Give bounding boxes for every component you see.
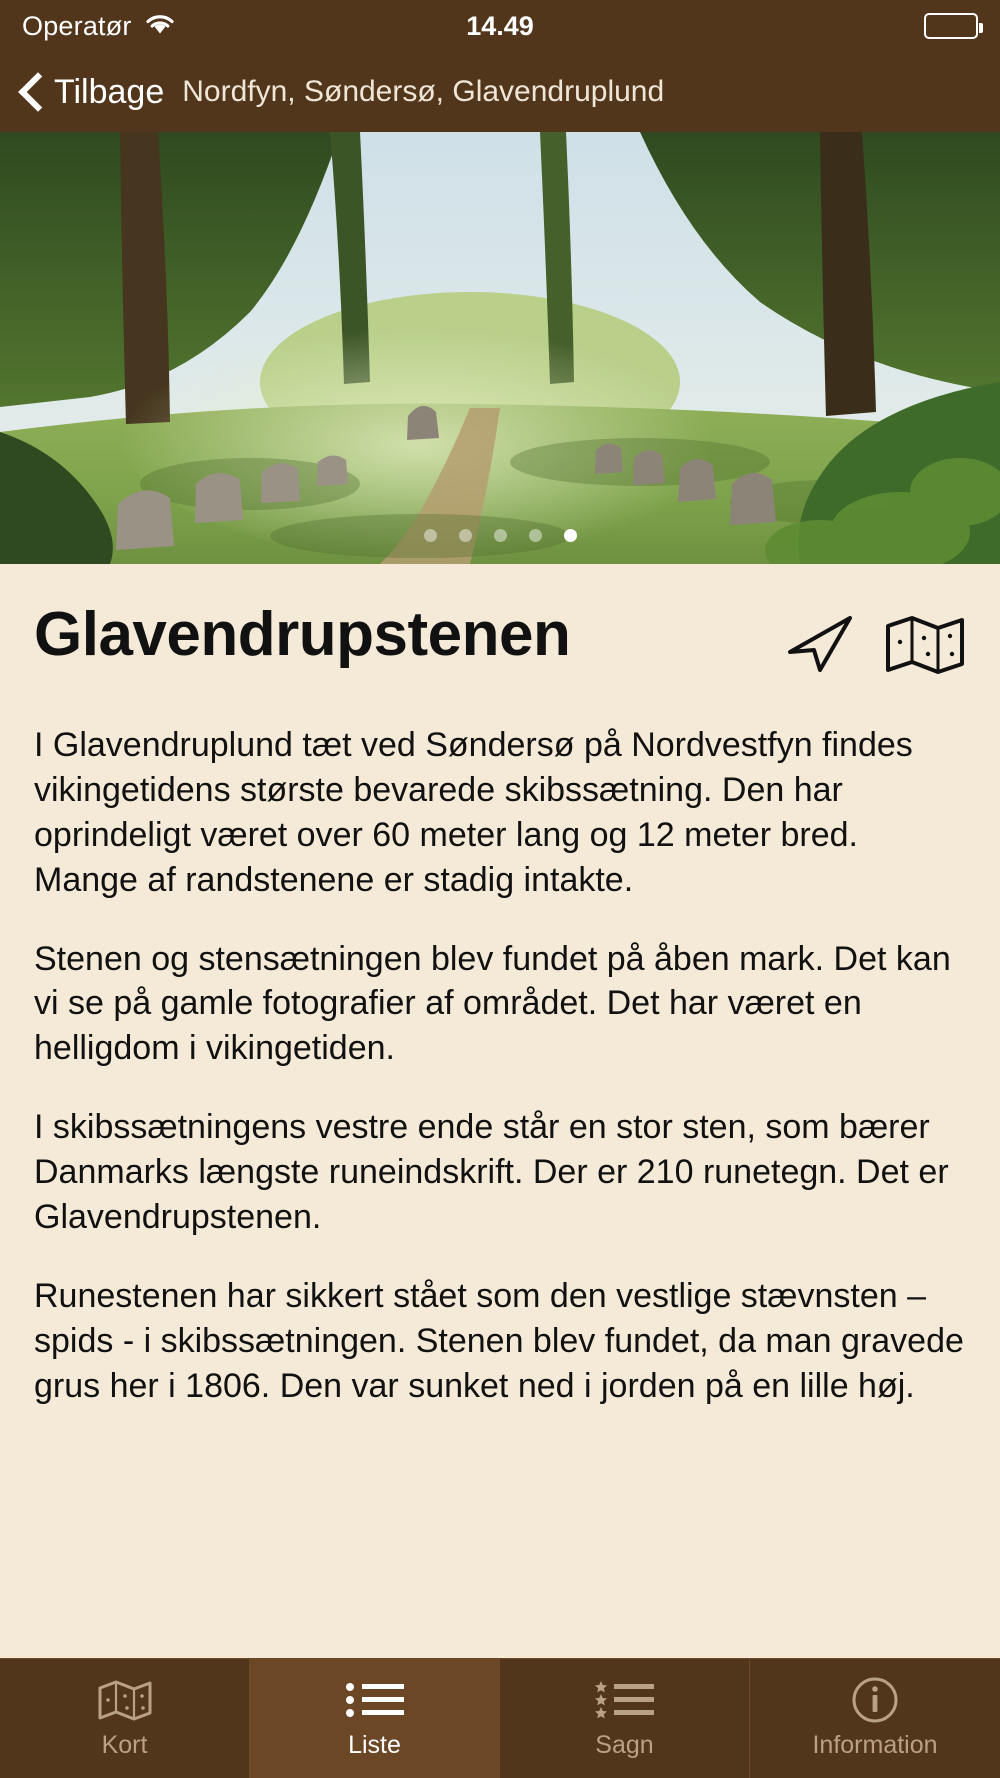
title-row — [34, 602, 966, 681]
photo-gallery[interactable] — [0, 132, 1000, 564]
tab-information[interactable] — [750, 1659, 1000, 1778]
article-actions — [784, 602, 966, 681]
article-content[interactable] — [0, 564, 1000, 1658]
forest-path-photo — [0, 132, 1000, 564]
navigation-bar — [0, 52, 1000, 132]
battery-icon — [924, 13, 978, 39]
article-paragraph: Runestenen har sikkert stået som den vestlige stævnsten – spids - i skibssætningen. Stenen blev fundet, da man gravede grus her i 1806. Den var sunket ned i jorden på en lille høj. — [34, 1276, 964, 1405]
article-paragraph: Stenen og stensætningen blev fundet på åben mark. Det kan vi se på gamle fotografier af området. Det har været en helligdom i vikingetiden. — [34, 939, 951, 1068]
status-bar — [0, 0, 1000, 52]
navigate-arrow-icon[interactable] — [784, 612, 858, 681]
tab-kort[interactable] — [0, 1659, 250, 1778]
map-icon — [97, 1677, 153, 1723]
tab-bar — [0, 1658, 1000, 1778]
tab-sagn[interactable] — [500, 1659, 750, 1778]
tab-label: Kort — [101, 1731, 148, 1759]
gallery-dot[interactable] — [459, 529, 472, 542]
article-body — [34, 723, 966, 1408]
list-icon — [344, 1677, 406, 1723]
gallery-page-dots[interactable] — [0, 529, 1000, 542]
chevron-left-icon — [20, 73, 42, 111]
tab-label: Liste — [348, 1731, 401, 1759]
article-paragraph: I Glavendruplund tæt ved Søndersø på Nordvestfyn findes vikingetidens største bevarede skibssætning. Den har oprindeligt været over 60 meter lang og 12 meter bred. Mange af randstenene er stadig intakte. — [34, 726, 913, 899]
tab-label: Information — [812, 1731, 938, 1759]
status-right — [924, 13, 978, 39]
map-icon[interactable] — [884, 612, 966, 681]
star-list-icon — [594, 1677, 656, 1723]
back-button-label: Tilbage — [54, 72, 165, 111]
tab-liste[interactable] — [250, 1659, 500, 1778]
gallery-dot[interactable] — [494, 529, 507, 542]
carrier-label: Operatør — [22, 10, 132, 41]
article-paragraph: I skibssætningens vestre ende står en stor sten, som bærer Danmarks længste runeindskrift. Der er 210 runetegn. Det er Glavendrupstenen. — [34, 1108, 949, 1236]
tab-label: Sagn — [595, 1731, 654, 1759]
wifi-icon — [144, 12, 176, 41]
gallery-dot[interactable] — [529, 529, 542, 542]
status-left — [22, 11, 176, 42]
status-clock: 14.49 — [466, 10, 534, 41]
gallery-dot-active[interactable] — [564, 529, 577, 542]
back-button[interactable] — [20, 73, 164, 112]
gallery-dot[interactable] — [424, 529, 437, 542]
content-fade — [0, 1618, 1000, 1658]
page-title: Glavendrupstenen — [34, 600, 571, 669]
breadcrumb: Nordfyn, Søndersø, Glavendruplund — [182, 75, 665, 108]
info-icon — [851, 1677, 899, 1723]
